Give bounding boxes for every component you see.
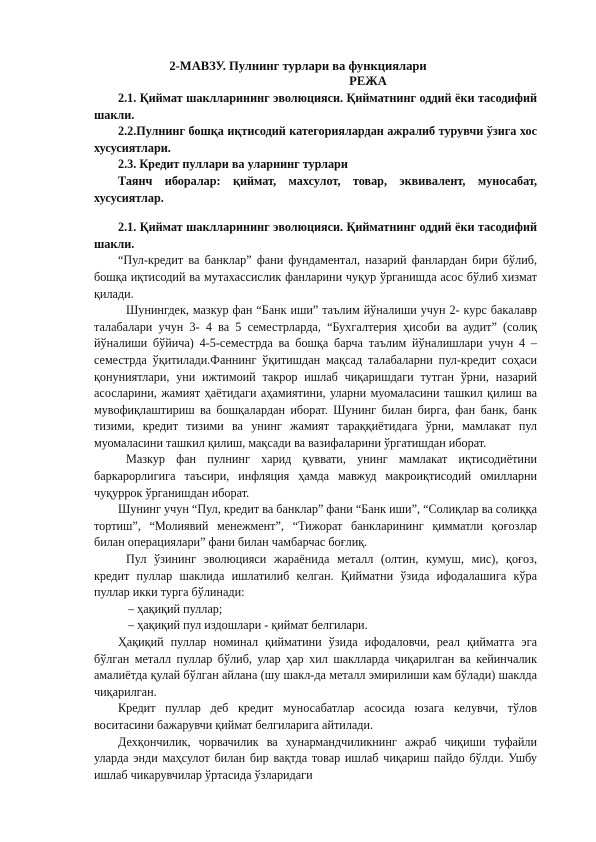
page-title: 2-МАВЗУ. Пулнинг турлари ва функциялари — [169, 59, 427, 73]
paragraph: Ҳақиқий пуллар номинал қийматини ўзида ифодаловчи, реал қийматга эга бўлган металл пуллар бўлиб, улар ҳар хил шаклларда чиқарилган ва кейинчалик амалиётда қулай бўлган айлана (шу шакл-да металл эмирилиши кам бўлади) шаклда чиқарилган. — [94, 635, 537, 699]
paragraph: Шунингдек, мазкур фан “Банк иши” таълим йўналиши учун 2- курс бакалавр талабалари учун 3- 4 ва 5 семестрларда, “Бухгалтерия ҳисоби ва аудит” (солиқ йўналиши бўйича) 4-5-семестрда ва бошқа барча таълим йўналишлари учун 4 – семестрда ўқитилади.Фаннинг ўқитишдан мақсад талабаларни пул-кредит соҳаси қонуниятлари, уни ижтимоий такрор ишлаб чиқаришдаги тутган ўрни, назарий асосларини, жамият ҳаётидаги аҳамиятини, уларни муомаласини ташкил қилиш ва мувофиқлаштириш ва бошқалардан иборат. Шунинг билан бирга, фан банк, банк тизими, кредит тизими ва унинг жамият тараққиётидага ўрни, мамлакат пул муомаласини ташкил қилиш, мақсади ва вазифаларини ўргатишдан иборат. — [94, 303, 537, 450]
document-body — [94, 90, 537, 783]
key-terms: Таянч иборалар: қиймат, махсулот, товар, эквивалент, муносабат, хусусиятлар. — [94, 173, 537, 205]
plan-label: РЕЖА — [349, 74, 387, 88]
plan-item-2: 2.2.Пулнинг бошқа иқтисодий категориялардан ажралиб турувчи ўзига хос хусусиятлари. — [94, 124, 537, 155]
paragraph: Шунинг учун “Пул, кредит ва банклар” фани “Банк иши”, “Солиқлар ва солиққа тортиш”, “Молиявий менежмент”, “Тижорат банкларининг қимматли қоғозлар билан операциялари” фани билан чамбарчас боғлиқ. — [94, 502, 537, 550]
paragraph: Мазкур фан пулнинг харид қуввати, унинг мамлакат иқтисодиётини баркарорлигига таъсири, инфляция ҳамда мавжуд макроиқтисодий омилларни чуқуррок ўрганишдан иборат. — [94, 452, 537, 500]
paragraph: Кредит пуллар деб кредит муносабатлар асосида юзага келувчи, тўлов воситасини бажарувчи қиймат белгиларига айтилади. — [94, 701, 537, 732]
plan-item-1: 2.1. Қиймат шаклларининг эволюцияси. Қийматнинг оддий ёки тасодифий шакли. — [94, 91, 537, 122]
list-item: – ҳақиқий пуллар; — [128, 601, 223, 616]
spacer — [94, 206, 537, 219]
paragraph: “Пул-кредит ва банклар” фани фундаментал, назарий фанлардан бири бўлиб, бошқа иқтисодий ва мутахассислик фанларини чуқур ўрганишда асос бўлиб хизмат қилади. — [94, 253, 537, 301]
paragraph: Дехқончилик, чорвачилик ва хунармандчиликнинг ажраб чиқиши туфайли уларда энди маҳсулот билан бир вақтда товар ишлаб чиқариш пайдо бўлди. Ушбу ишлаб чикарувчилар ўртасида ўзларидаги — [94, 734, 537, 782]
plan-item-3: 2.3. Кредит пуллари ва уларнинг турлари — [118, 157, 348, 172]
section-heading: 2.1. Қиймат шаклларининг эволюцияси. Қийматнинг оддий ёки тасодифий шакли. — [94, 220, 537, 251]
paragraph: Пул ўзининг эволюцияси жараёнида металл (олтин, кумуш, мис), қоғоз, кредит пуллар шаклида ишлатилиб келган. Қийматни ўзида ифодалашига кўра пуллар икки турга бўлинади: — [94, 552, 537, 600]
list-item: – ҳақиқий пул издошлари - қиймат белгилари. — [128, 618, 368, 633]
